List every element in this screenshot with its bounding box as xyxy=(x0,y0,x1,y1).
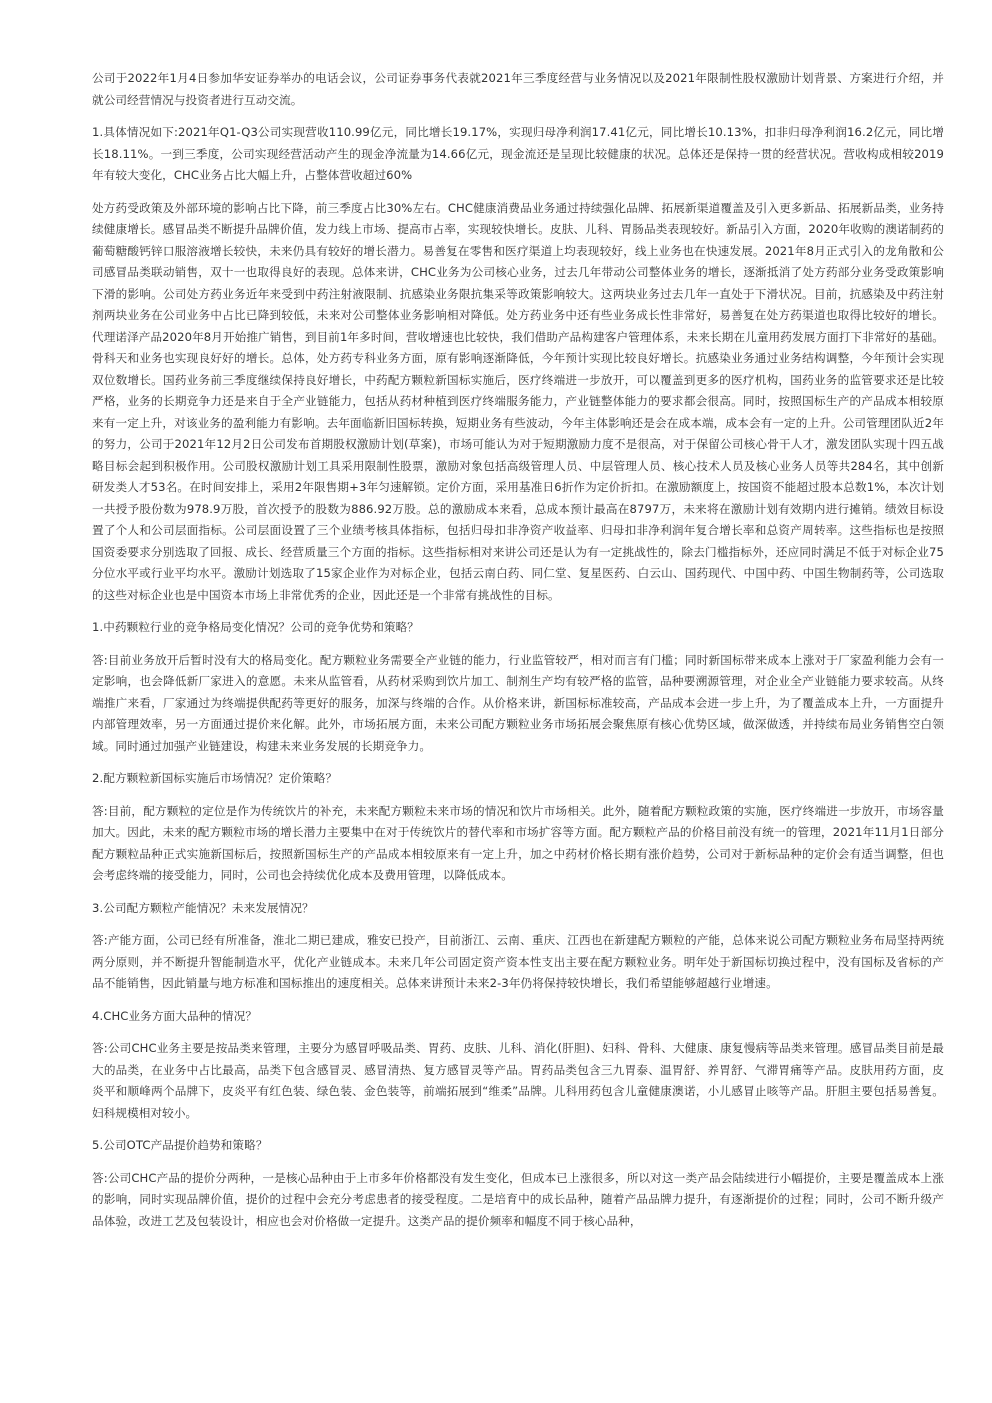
question-4: 4.CHC业务方面大品种的情况？ xyxy=(92,1008,258,1023)
answer-1: 答:目前业务放开后暂时没有大的格局变化。配方颗粒业务需要全产业链的能力，行业监管较严，相对而言有门槛；同时新国标带来成本上涨对于厂家盈利能力会有一定影响，也会降低新厂家进入的意愿。未来从监管看，从药材采购到饮片加工、制剂生产均有较严格的监管，品种要溯源管理，对企业全产业链能力要求较高。从终端推广来看，厂家通过为终端提供配药等更好的服务，加深与终端的合作。从价格来讲，新国标标准较高，产品成本会进一步上升，为了覆盖成本上升，一方面提升内部管理效率，另一方面通过提价来化解。此外，市场拓展方面，未来公司配方颗粒业务市场拓展会聚焦原有核心优势区域，做深做透，并持续布局业务销售空白领域。同时通过加强产业链建设，构建未来业务发展的长期竞争力。 xyxy=(92,652,944,753)
overview-paragraph: 1.具体情况如下:2021年Q1-Q3公司实现营收110.99亿元，同比增长19.17%，实现归母净利润17.41亿元，同比增长10.13%，扣非归母净利润16.2亿元，同比增长18.11%。一到三季度，公司实现经营活动产生的现金净流量为14.66亿元，现金流还是呈现比较健康的状况。总体还是保持一贯的经营状况。营收构成相较2019年有较大变化，CHC业务占比大幅上升，占整体营收超过60% xyxy=(92,125,944,182)
intro-paragraph: 公司于2022年1月4日参加华安证券举办的电话会议，公司证券事务代表就2021年三季度经营与业务情况以及2021年限制性股权激励计划背景、方案进行介绍，并就公司经营情况与投资者进行互动交流。 xyxy=(92,71,944,107)
question-3: 3.公司配方颗粒产能情况？未来发展情况？ xyxy=(92,900,314,915)
question-2: 2.配方颗粒新国标实施后市场情况？定价策略？ xyxy=(92,771,338,785)
question-1: 1.中药颗粒行业的竞争格局变化情况？公司的竞争优势和策略？ xyxy=(92,620,419,634)
document-body xyxy=(92,68,944,1243)
answer-5: 答:公司CHC产品的提价分两种，一是核心品种由于上市多年价格都没有发生变化，但成本已上涨很多，所以对这一类产品会陆续进行小幅提价，主要是覆盖成本上涨的影响，同时实现品牌价值，提价的过程中会充分考虑患者的接受程度。二是培育中的成长品种，随着产品品牌力提升，有逐渐提价的过程；同时，公司不断升级产品体验，改进工艺及包装设计，相应也会对价格做一定提升。这类产品的提价频率和幅度不同于核心品种， xyxy=(92,1170,944,1228)
question-5: 5.公司OTC产品提价趋势和策略？ xyxy=(92,1138,268,1152)
answer-4: 答:公司CHC业务主要是按品类来管理，主要分为感冒呼吸品类、胃药、皮肤、儿科、消化(肝胆)、妇科、骨科、大健康、康复慢病等品类来管理。感冒品类目前是最大的品类，在业务中占比最高，品类下包含感冒灵、感冒清热、复方感冒灵等产品。胃药品类包含三九胃泰、温胃舒、养胃舒、气滞胃痛等产品。皮肤用药方面，皮炎平和顺峰两个品牌下，皮炎平有红色装、绿色装、金色装等，前端拓展到“维柔”品牌。儿科用药包含儿童健康澳诺，小儿感冒止咳等产品。肝胆主要包括易善复。妇科规模相对较小。 xyxy=(92,1041,944,1120)
answer-2: 答:目前，配方颗粒的定位是作为传统饮片的补充，未来配方颗粒未来市场的情况和饮片市场相关。此外，随着配方颗粒政策的实施，医疗终端进一步放开，市场容量加大。因此，未来的配方颗粒市场的增长潜力主要集中在对于传统饮片的替代率和市场扩容等方面。配方颗粒产品的价格目前没有统一的管理，2021年11月1日部分配方颗粒品种正式实施新国标后，按照新国标生产的产品成本相较原来有一定上升，加之中药材价格长期有涨价趋势，公司对于新标品种的定价会有适当调整，但也会考虑终端的接受能力，同时，公司也会持续优化成本及费用管理，以降低成本。 xyxy=(92,803,944,882)
business-detail-paragraph: 处方药受政策及外部环境的影响占比下降，前三季度占比30%左右。CHC健康消费品业务通过持续强化品牌、拓展新渠道覆盖及引入更多新品、拓展新品类，业务持续健康增长。感冒品类不断提升品牌价值，发力线上市场、提高市占率，实现较快增长。皮肤、儿科、胃肠品类表现较好。新品引入方面，2020年收购的澳诺制药的葡萄糖酸钙锌口服溶液增长较快，未来仍具有较好的增长潜力。易善复在零售和医疗渠道上均表现较好，线上业务也在快速发展。2021年8月正式引入的龙角散和公司感冒品类联动销售，双十一也取得良好的表现。总体来讲，CHC业务为公司核心业务，过去几年带动公司整体业务的增长，逐渐抵消了处方药部分业务受政策影响下滑的影响。公司处方药业务近年来受到中药注射液限制、抗感染业务限抗集采等政策影响较大。这两块业务过去几年一直处于下滑状况。目前，抗感染及中药注射剂两块业务在公司业务中占比已降到较低，未来对公司整体业务影响相对降低。处方药业务中还有些业务成长性非常好，易善复在处方药渠道也取得比较好的增长。代理诺泽产品2020年8月开始推广销售，到目前1年多时间，营收增速也比较快，我们借助产品构建客户管理体系，未来长期在儿童用药发展方面打下非常好的基础。骨科天和业务也实现良好好的增长。总体，处方药专科业务方面，原有影响逐渐降低，今年预计实现比较良好增长。抗感染业务通过业务结构调整，今年预计会实现双位数增长。国药业务前三季度继续保持良好增长，中药配方颗粒新国标实施后，医疗终端进一步放开，可以覆盖到更多的医疗机构，国药业务的监管要求还是比较严格，业务的长期竞争力还是来自于全产业链能力，包括从药材种植到医疗终端服务能力，产业链整体能力的要求都会很高。同时，按照国标生产的产品成本相较原来有一定上升，对该业务的盈利能力有影响。去年面临新旧国标转换，短期业务有些波动，今年主体影响还是会在成本端，成本会有一定的上升。公司管理团队近2年的努力，公司于2021年12月2日公司发布首期股权激励计划(草案)，市场可能认为对于短期激励力度不是很高，对于保留公司核心骨干人才，激发团队实现十四五战略目标会起到积极作用。公司股权激励计划工具采用限制性股票，激励对象包括高级管理人员、中层管理人员、核心技术人员及核心业务人员等共284名，其中创新研发类人才53名。在时间安排上，采用2年限售期+3年匀速解锁。定价方面，采用基准日6折作为定价折扣。在激励额度上，按国资不能超过股本总数1%，本次计划一共授予股份数为978.9万股，首次授予的股数为886.92万股。总的激励成本来看，总成本预计最高在8797万，未来将在激励计划有效期内进行摊销。绩效目标设置了个人和公司层面指标。公司层面设置了三个业绩考核具体指标，包括归母扣非净资产收益率、归母扣非净利润年复合增长率和总资产周转率。这些指标也是按照国资委要求分别选取了回报、成长、经营质量三个方面的指标。这些指标相对来讲公司还是认为有一定挑战性的，除去门槛指标外，还应同时满足不低于对标企业75分位水平或行业平均水平。激励计划选取了15家企业作为对标企业，包括云南白药、同仁堂、复星医药、白云山、国药现代、中国中药、中国生物制药等，公司选取的这些对标企业也是中国资本市场上非常优秀的企业，因此还是一个非常有挑战性的目标。 xyxy=(92,200,944,602)
answer-3: 答:产能方面，公司已经有所准备，淮北二期已建成，雅安已投产，目前浙江、云南、重庆、江西也在新建配方颗粒的产能，总体来说公司配方颗粒业务布局坚持两统两分原则，并不断提升智能制造水平，优化产业链成本。未来几年公司固定资产资本性支出主要在配方颗粒业务。明年处于新国标切换过程中，没有国标及省标的产品不能销售，因此销量与地方标准和国标推出的速度相关。总体来讲预计未来2-3年仍将保持较快增长，我们希望能够超越行业增速。 xyxy=(92,933,944,990)
